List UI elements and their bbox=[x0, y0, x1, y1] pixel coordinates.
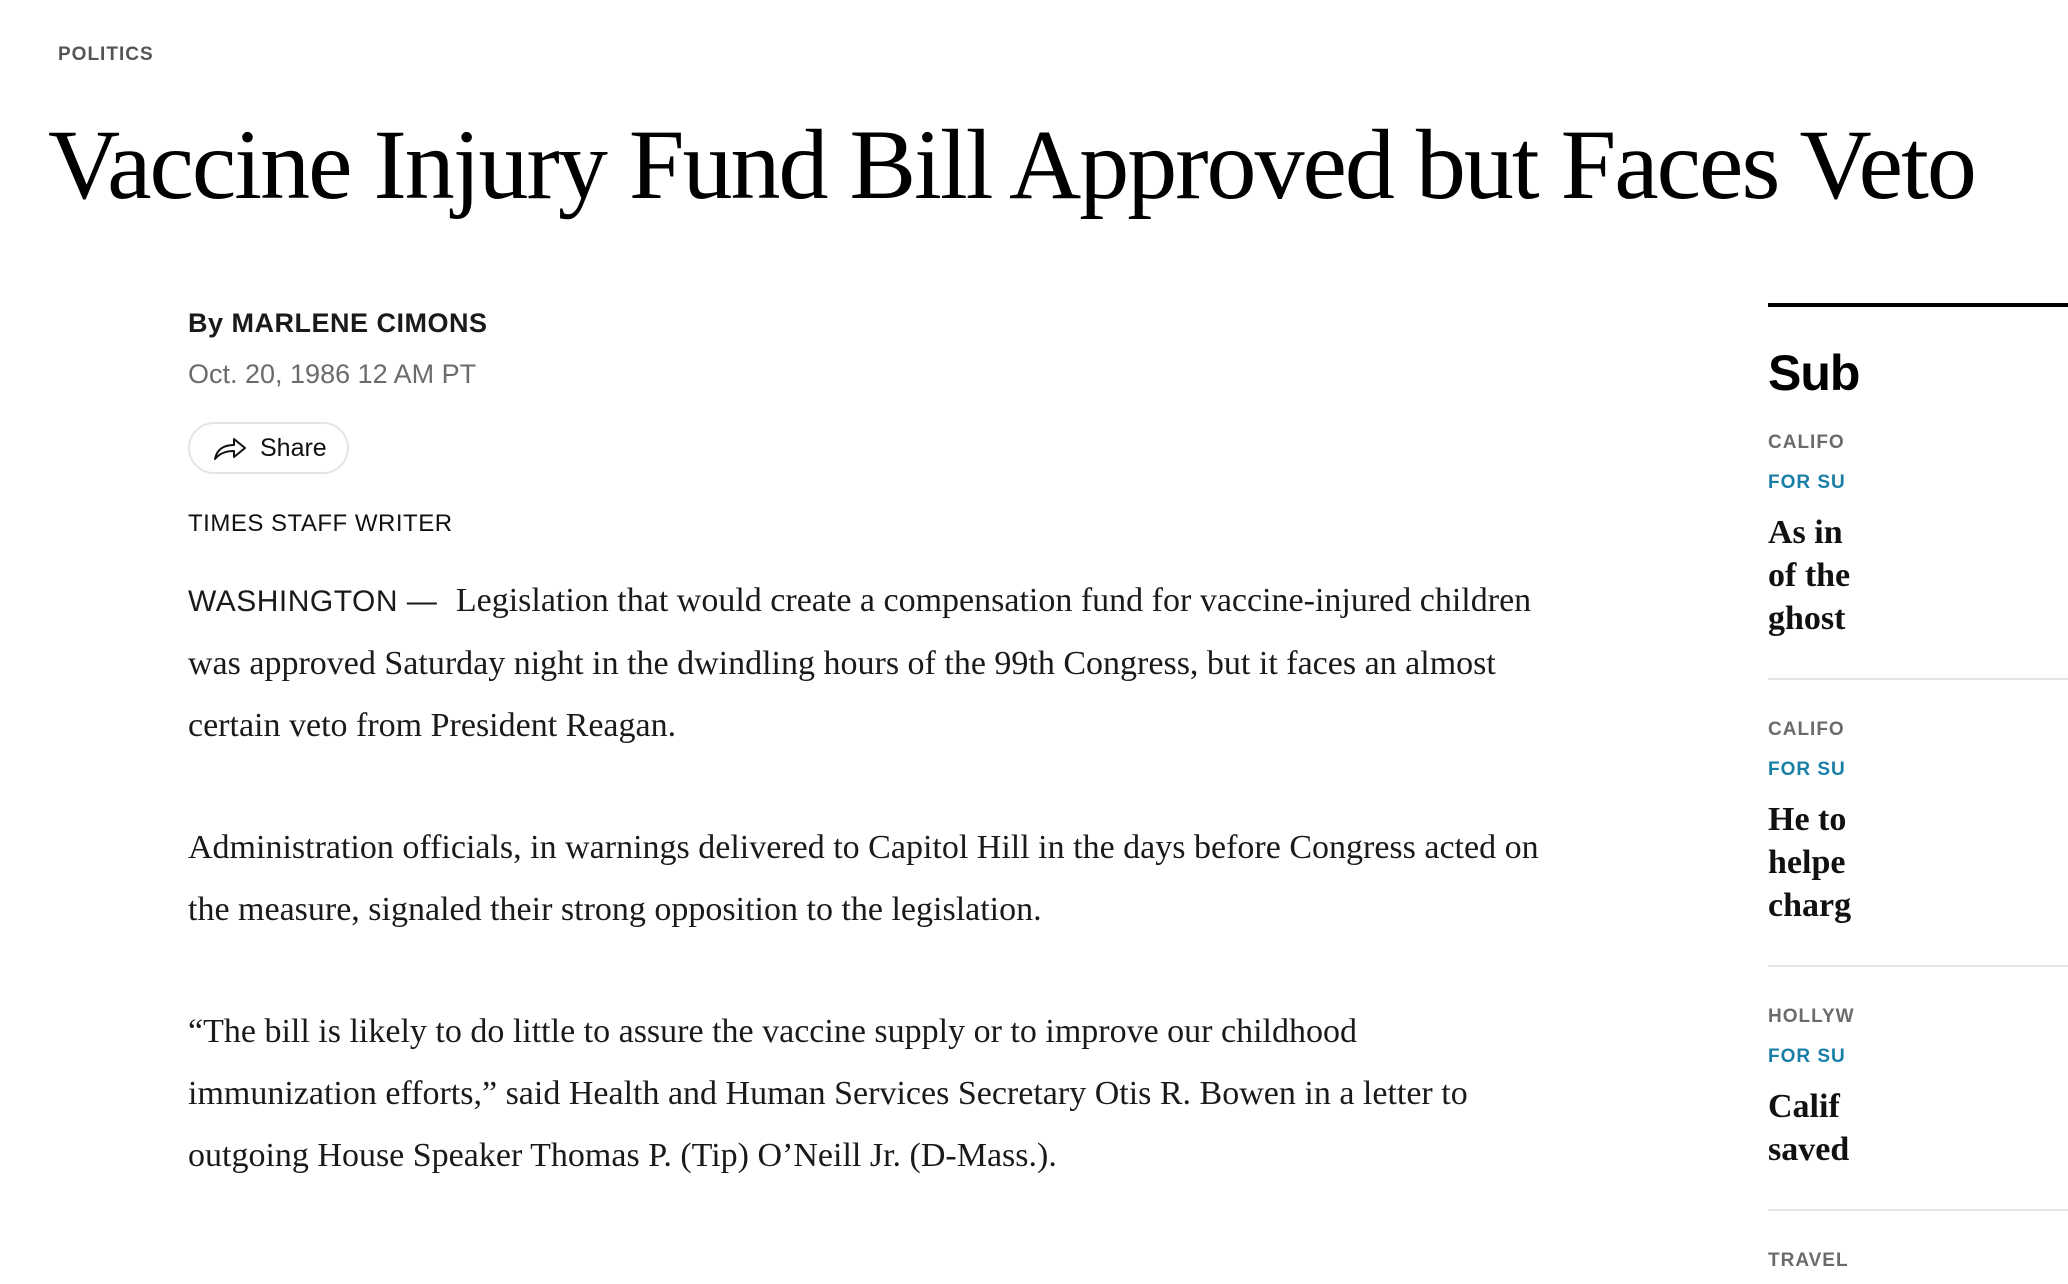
publish-date: Oct. 20, 1986 12 AM PT bbox=[188, 359, 477, 389]
share-button[interactable] bbox=[188, 422, 349, 474]
author-link[interactable]: MARLENE CIMONS bbox=[231, 308, 488, 338]
article-body bbox=[188, 290, 1548, 1187]
rail-title: Sub bbox=[1768, 345, 1860, 401]
rail-headline-line: He to bbox=[1768, 801, 1847, 838]
rail-story-category[interactable]: CALIFO bbox=[1768, 432, 1845, 453]
rail-story-category[interactable]: TRAVEL bbox=[1768, 1250, 1849, 1271]
right-rail bbox=[1768, 303, 2068, 1273]
article-paragraph bbox=[188, 570, 1548, 757]
share-label: Share bbox=[260, 433, 327, 462]
rail-story[interactable] bbox=[1768, 431, 2068, 640]
staff-writer-label: TIMES STAFF WRITER bbox=[188, 510, 453, 537]
rail-story[interactable] bbox=[1768, 718, 2068, 927]
rail-divider bbox=[1768, 678, 2068, 680]
section-label[interactable]: POLITICS bbox=[58, 44, 154, 65]
byline-prefix: By bbox=[188, 308, 224, 338]
rail-top-rule bbox=[1768, 303, 2068, 307]
rail-story[interactable] bbox=[1768, 1005, 2068, 1171]
rail-story-tag: FOR SU bbox=[1768, 472, 1846, 493]
byline bbox=[188, 290, 1548, 354]
rail-story-category[interactable]: HOLLYW bbox=[1768, 1006, 1855, 1027]
rail-story-headline[interactable] bbox=[1768, 511, 2068, 640]
rail-story-tag: FOR SU bbox=[1768, 759, 1846, 780]
article-paragraph: Administration officials, in warnings delivered to Capitol Hill in the days before Congress acted on the measure, signaled their strong opposition to the legislation. bbox=[188, 829, 1539, 928]
share-arrow-icon bbox=[212, 434, 248, 462]
dateline-city: WASHINGTON — bbox=[188, 585, 438, 618]
rail-story[interactable] bbox=[1768, 1249, 2068, 1273]
rail-headline-line: saved bbox=[1768, 1131, 1850, 1168]
rail-story-tag: FOR SU bbox=[1768, 1046, 1846, 1067]
rail-headline-line: ghost bbox=[1768, 600, 1846, 637]
rail-story-category[interactable]: CALIFO bbox=[1768, 719, 1845, 740]
rail-headline-line: helpe bbox=[1768, 844, 1846, 881]
headline: Vaccine Injury Fund Bill Approved but Faces Veto bbox=[48, 109, 1975, 220]
rail-headline-line: charg bbox=[1768, 887, 1852, 924]
rail-headline-line: As in bbox=[1768, 514, 1843, 551]
paragraph-text: Legislation that would create a compensation fund for vaccine-injured children was approved Saturday night in the dwindling hours of the 99th Congress, but it faces an almost certain veto from President Reagan. bbox=[188, 582, 1532, 744]
rail-divider bbox=[1768, 965, 2068, 967]
rail-headline-line: of the bbox=[1768, 557, 1851, 594]
article-paragraph: “The bill is likely to do little to assure the vaccine supply or to improve our childhood immunization efforts,” said Health and Human Services Secretary Otis R. Bowen in a letter to outgoing House Speaker Thomas P. (Tip) O’Neill Jr. (D-Mass.). bbox=[188, 1013, 1468, 1174]
rail-story-headline[interactable] bbox=[1768, 1085, 2068, 1171]
rail-divider bbox=[1768, 1209, 2068, 1211]
rail-headline-line: Calif bbox=[1768, 1088, 1840, 1125]
rail-story-headline[interactable] bbox=[1768, 798, 2068, 927]
